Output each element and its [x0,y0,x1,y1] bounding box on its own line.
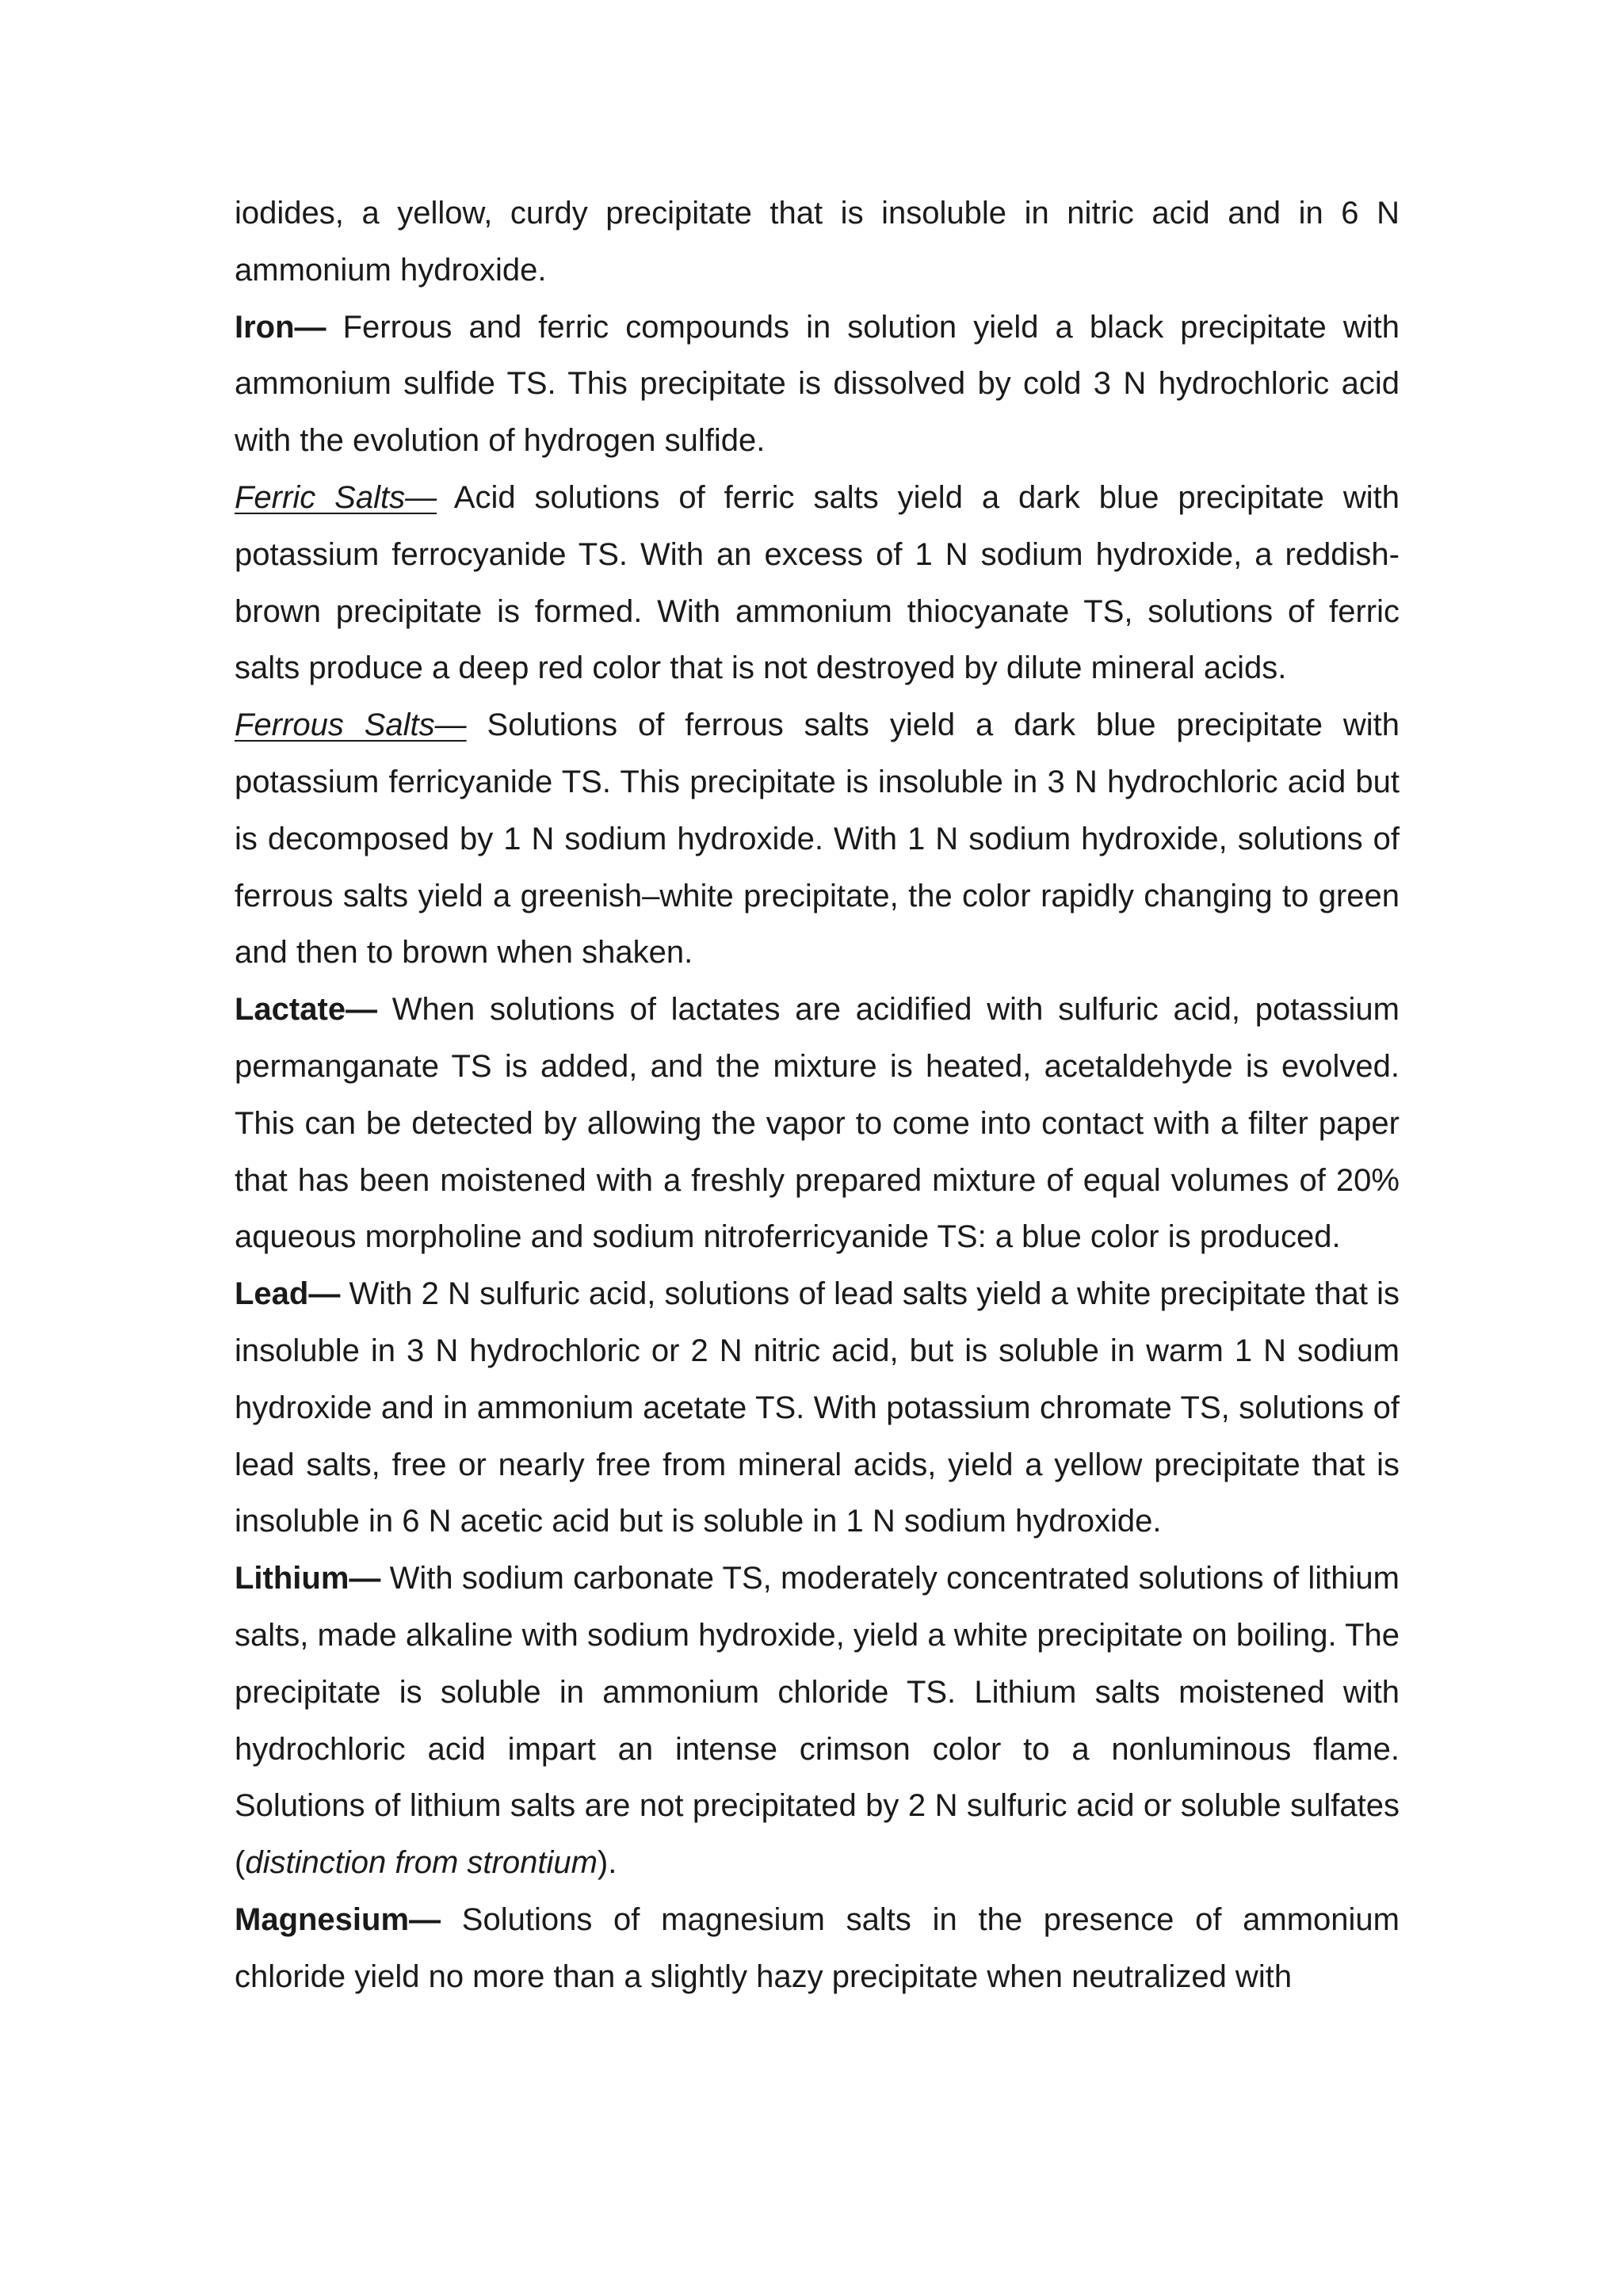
paragraph-text: Ferrous and ferric compounds in solution yield a black precipitate with ammonium sulfide TS. This precipitate is dissolved by cold 3 N hydrochloric acid with the evolution of hydrogen sulfide. [235,309,1400,459]
paragraph-text: iodides, a yellow, curdy precipitate that is insoluble in nitric acid and in 6 N ammonium hydroxide. [235,196,1400,288]
paragraph-magnesium [235,1892,1400,2006]
heading-lead: Lead— [235,1276,341,1312]
paragraph-lactate [235,982,1400,1266]
paragraph-text: Solutions of magnesium salts in the presence of ammonium chloride yield no more than a slightly hazy precipitate when neutralized with [235,1901,1400,1994]
emphasis-text: distinction from strontium [245,1845,598,1881]
subheading-ferric-salts: Ferric Salts— [235,479,437,515]
paragraph-iodides-continued [235,185,1400,299]
paragraph-lithium [235,1550,1400,1892]
heading-iron: Iron— [235,309,327,345]
paragraph-text: When solutions of lactates are acidified with sulfuric acid, potassium permanganate TS is added, and the mixture is heated, acetaldehyde is evolved. This can be detected by allowing the vapor to come into contact with a filter paper that has been moistened with a freshly prepared mixture of equal volumes of 20% aqueous morpholine and sodium nitroferricyanide TS: a blue color is produced. [235,992,1400,1255]
paragraph-ferrous-salts [235,697,1400,982]
paragraph-ferric-salts [235,470,1400,697]
paragraph-text: Acid solutions of ferric salts yield a dark blue precipitate with potassium ferrocyanide TS. With an excess of 1 N sodium hydroxide, a reddish-brown precipitate is formed. With ammonium thiocyanate TS, solutions of ferric salts produce a deep red color that is not destroyed by dilute mineral acids. [235,479,1400,686]
paragraph-text: Solutions of ferrous salts yield a dark blue precipitate with potassium ferricyanide TS. This precipitate is insoluble in 3 N hydrochloric acid but is decomposed by 1 N sodium hydroxide. With 1 N sodium hydroxide, solutions of ferrous salts yield a greenish–white precipitate, the color rapidly changing to green and then to brown when shaken. [235,707,1400,971]
heading-magnesium: Magnesium— [235,1901,441,1937]
subheading-ferrous-salts: Ferrous Salts— [235,707,467,743]
paragraph-text: With sodium carbonate TS, moderately concentrated solutions of lithium salts, made alkaline with sodium hydroxide, yield a white precipitate on boiling. The precipitate is soluble in ammonium chloride TS. Lithium salts moistened with hydrochloric acid impart an intense crimson color to a nonluminous flame. Solutions of lithium salts are not precipitated by 2 N sulfuric acid or soluble sulfates ( [235,1561,1400,1881]
paragraph-text: With 2 N sulfuric acid, solutions of lead salts yield a white precipitate that is insoluble in 3 N hydrochloric or 2 N nitric acid, but is soluble in warm 1 N sodium hydroxide and in ammonium acetate TS. With potassium chromate TS, solutions of lead salts, free or nearly free from mineral acids, yield a yellow precipitate that is insoluble in 6 N acetic acid but is soluble in 1 N sodium hydroxide. [235,1276,1400,1539]
heading-lithium: Lithium— [235,1561,381,1596]
document-page [235,185,1400,2006]
heading-lactate: Lactate— [235,992,378,1028]
paragraph-lead [235,1266,1400,1550]
paragraph-text-tail: ). [597,1845,617,1881]
paragraph-iron [235,299,1400,470]
